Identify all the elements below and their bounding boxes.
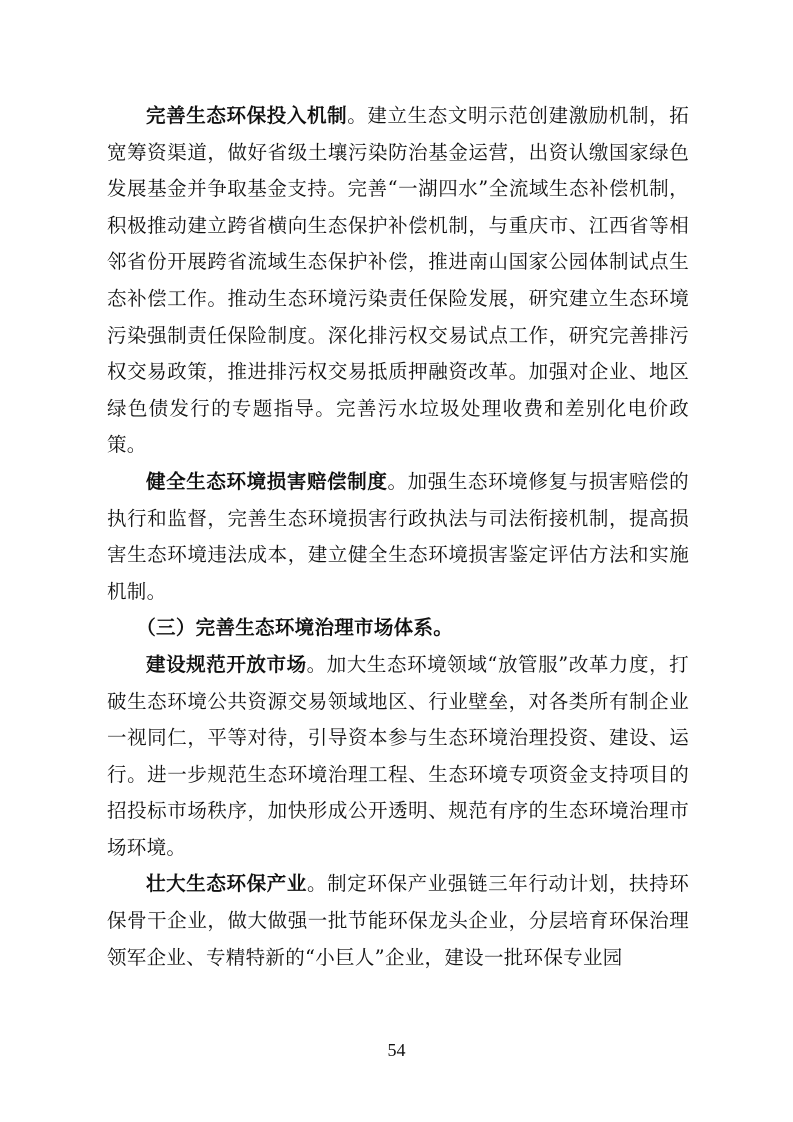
paragraph-lead: 壮大生态环保产业 [146, 872, 307, 896]
paragraph-lead: 建设规范开放市场 [146, 652, 307, 676]
paragraph-investment-mechanism [107, 98, 689, 464]
paragraph-open-market [107, 647, 689, 867]
paragraph-text: 。制定环保产业强链三年行动计划，扶持环保骨干企业，做大做强一批节能环保龙头企业，分层培育环保治理领军企业、专精特新的“小巨人”企业，建设一批环保专业园 [107, 872, 689, 969]
page-body [107, 98, 689, 976]
paragraph-text: 。加强生态环境修复与损害赔偿的执行和监督，完善生态环境损害行政执法与司法衔接机制，提高损害生态环境违法成本，建立健全生态环境损害鉴定评估方法和实施机制。 [107, 469, 689, 603]
paragraph-eco-industry [107, 866, 689, 976]
paragraph-text: 。加大生态环境领域“放管服”改革力度，打破生态环境公共资源交易领域地区、行业壁垒，对各类所有制企业一视同仁，平等对待，引导资本参与生态环境治理投资、建设、运行。进一步规范生态环境治理工程、生态环境专项资金支持项目的招投标市场秩序，加快形成公开透明、规范有序的生态环境治理市场环境。 [107, 652, 689, 859]
section-heading: （三）完善生态环境治理市场体系。 [136, 616, 454, 640]
paragraph-lead: 健全生态环境损害赔偿制度 [146, 469, 388, 493]
paragraph-damage-compensation [107, 464, 689, 610]
paragraph-text: 。建立生态文明示范创建激励机制，拓宽筹资渠道，做好省级土壤污染防治基金运营，出资认缴国家绿色发展基金并争取基金支持。完善“一湖四水”全流域生态补偿机制，积极推动建立跨省横向生态保护补偿机制，与重庆市、江西省等相邻省份开展跨省流域生态保护补偿，推进南山国家公园体制试点生态补偿工作。推动生态环境污染责任保险发展，研究建立生态环境污染强制责任保险制度。深化排污权交易试点工作，研究完善排污权交易政策，推进排污权交易抵质押融资改革。加强对企业、地区绿色债发行的专题指导。完善污水垃圾处理收费和差别化电价政策。 [107, 104, 689, 457]
paragraph-lead: 完善生态环保投入机制 [146, 104, 348, 127]
page-number: 54 [387, 1040, 406, 1060]
